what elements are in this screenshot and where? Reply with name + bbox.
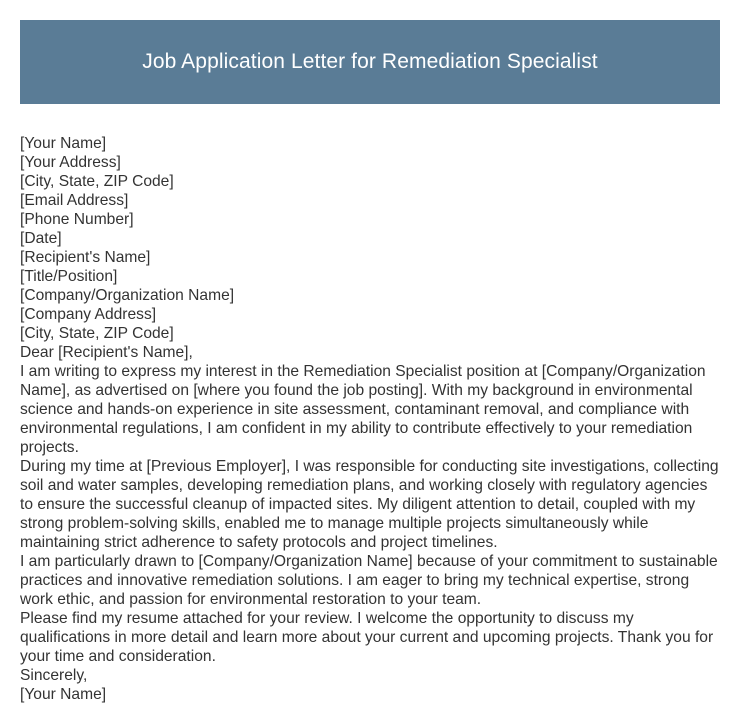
sender-email: [Email Address] xyxy=(20,192,129,209)
salutation: Dear [Recipient's Name], xyxy=(20,344,193,361)
paragraph-experience: During my time at [Previous Employer], I was responsible for conducting site investigations, collecting soil and water samples, developing remediation plans, and working closely with regulatory agencies to ensure the successful cleanup of impacted sites. My diligent attention to detail, coupled with my strong problem-solving skills, enabled me to manage multiple projects simultaneously while maintaining strict adherence to safety protocols and project timelines. xyxy=(20,458,719,551)
sender-city-state-zip: [City, State, ZIP Code] xyxy=(20,173,174,190)
paragraph-intro: I am writing to express my interest in the Remediation Specialist position at [Company/Organization Name], as advertised on [where you found the job posting]. With my background in environmental science and hands-on experience in site assessment, contaminant removal, and compliance with environmental regulations, I am confident in my ability to contribute effectively to your remediation projects. xyxy=(20,363,706,456)
recipient-title: [Title/Position] xyxy=(20,268,118,285)
paragraph-closing: Please find my resume attached for your review. I welcome the opportunity to discuss my qualifications in more detail and learn more about your current and upcoming projects. Thank you for your time and consideration. xyxy=(20,610,714,665)
recipient-address: [Company Address] xyxy=(20,306,157,323)
paragraph-motivation: I am particularly drawn to [Company/Organization Name] because of your commitment to sustainable practices and innovative remediation solutions. I am eager to bring my technical expertise, strong work ethic, and passion for environmental restoration to your team. xyxy=(20,553,718,608)
recipient-city-state-zip: [City, State, ZIP Code] xyxy=(20,325,174,342)
signature: [Your Name] xyxy=(20,686,107,703)
title-banner xyxy=(20,20,720,104)
letter-body xyxy=(20,134,720,704)
recipient-company: [Company/Organization Name] xyxy=(20,287,235,304)
closing: Sincerely, xyxy=(20,667,88,684)
page-title: Job Application Letter for Remediation Specialist xyxy=(142,50,598,73)
sender-phone: [Phone Number] xyxy=(20,211,134,228)
sender-name: [Your Name] xyxy=(20,135,107,152)
recipient-name: [Recipient's Name] xyxy=(20,249,151,266)
sender-address: [Your Address] xyxy=(20,154,121,171)
letter-date: [Date] xyxy=(20,230,62,247)
